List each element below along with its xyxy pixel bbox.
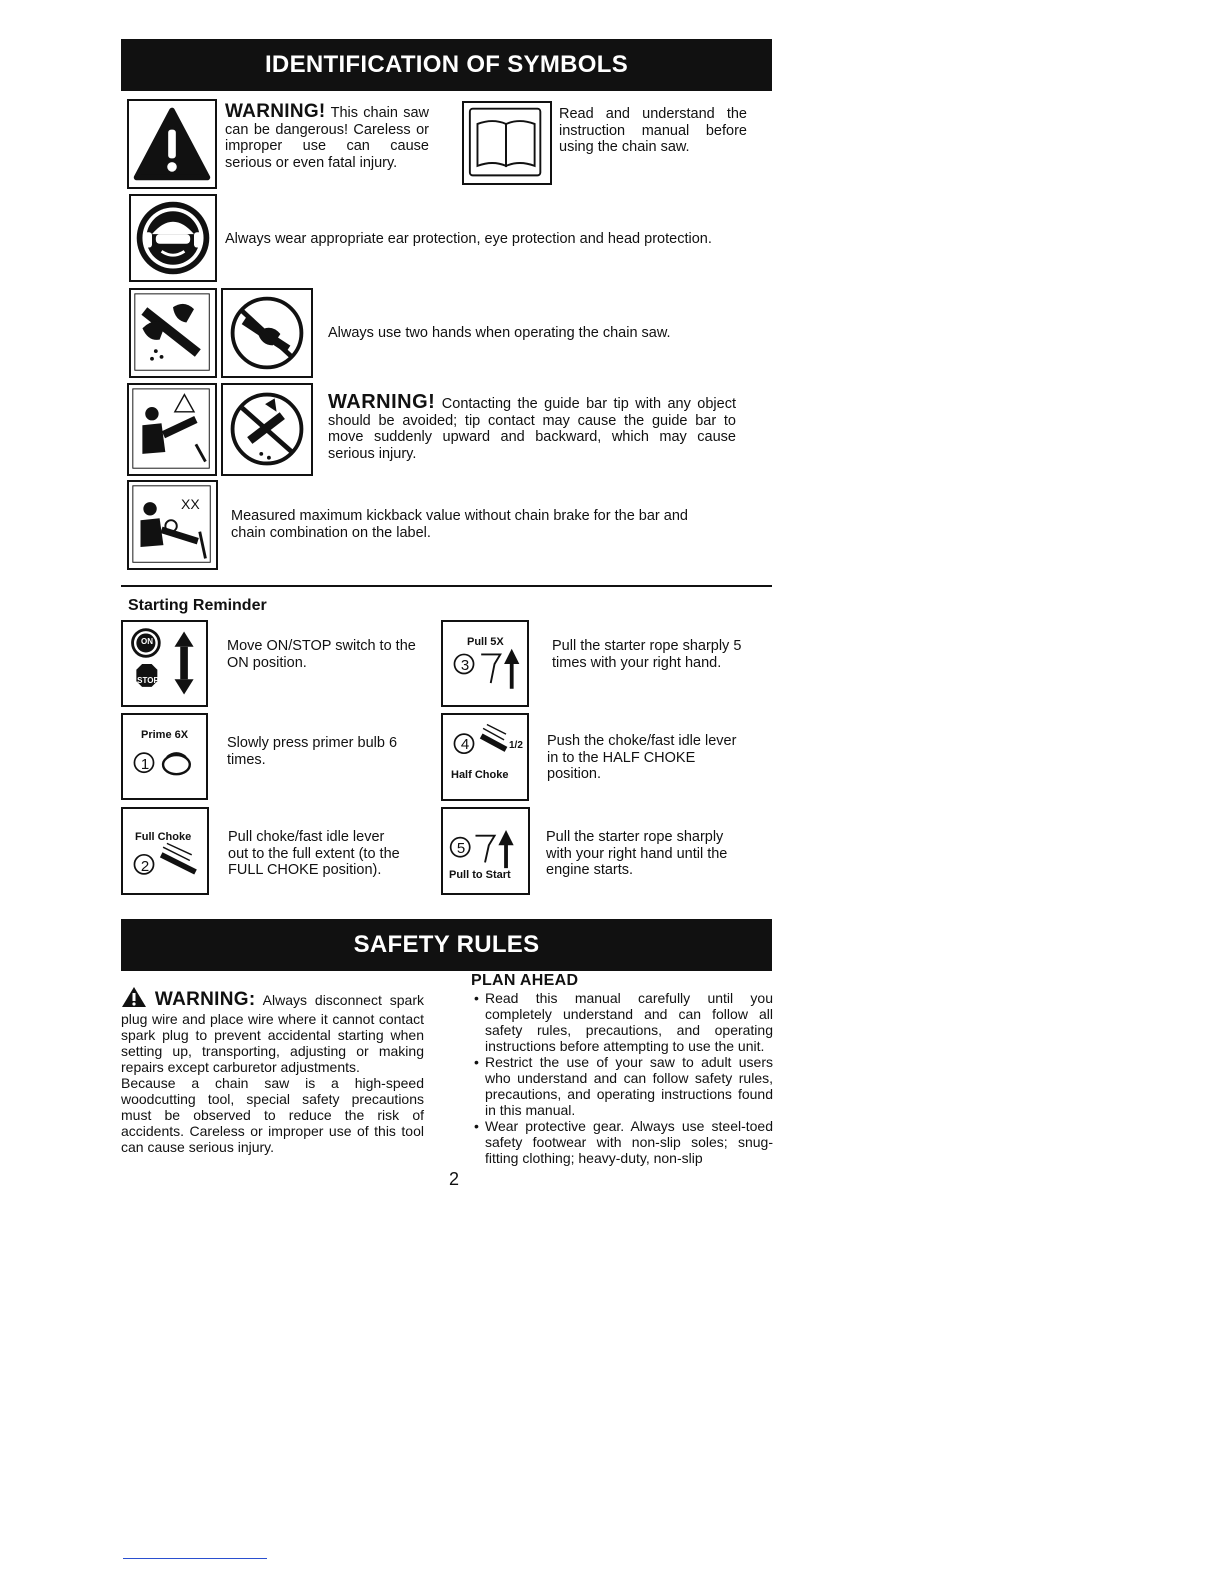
- header-safety-rules: SAFETY RULES: [121, 919, 772, 971]
- half-fraction: 1/2: [509, 740, 523, 751]
- step-number: 5: [456, 840, 466, 857]
- two-hands-saw-icon: [129, 288, 217, 378]
- starting-reminder-title: Starting Reminder: [128, 597, 267, 614]
- kickback-warning-text: WARNING! Contacting the guide bar tip with any object should be avoided; tip contact may cause the guide bar to move suddenly upward and backward, which may cause serious injury.: [328, 391, 736, 462]
- safety-warning-block: [121, 986, 424, 1155]
- kickback-tip-icon: [221, 383, 313, 476]
- pull-to-start-text: Pull the starter rope sharply with your right hand until the engine starts.: [546, 829, 728, 878]
- half-choke-icon: 4 1/2 Half Choke: [441, 713, 529, 801]
- kickback-xx-label: XX: [181, 496, 200, 512]
- step-number: 2: [140, 858, 150, 875]
- kickback-person-icon: [127, 383, 217, 476]
- page-number: 2: [449, 1169, 460, 1189]
- plan-ahead-title: PLAN AHEAD: [471, 972, 579, 989]
- safety-paragraph: Because a chain saw is a high-speed woodcutting tool, special safety precautions must be observed to reduce the risk of accidents. Careless or improper use of this tool can cause serious injury.: [121, 1075, 424, 1155]
- switch-text: Move ON/STOP switch to the ON position.: [227, 638, 416, 671]
- step-number: 1: [140, 756, 150, 773]
- stop-label: STOP: [137, 676, 159, 685]
- kickback-warning-word: WARNING!: [328, 391, 436, 413]
- protection-symbol-text: Always wear appropriate ear protection, eye protection and head protection.: [225, 231, 712, 247]
- half-choke-text: Push the choke/fast idle lever in to the HALF CHOKE position.: [547, 733, 737, 782]
- step-number: 3: [460, 657, 470, 674]
- section-divider: [121, 585, 772, 587]
- pull-5x-text: Pull the starter rope sharply 5 times with your right hand.: [552, 638, 742, 671]
- footer-line: [123, 1558, 267, 1559]
- warning-triangle-small-icon: [121, 986, 147, 1011]
- safety-warning-word: WARNING:: [154, 989, 256, 1010]
- safety-warning-text: Always disconnect spark plug wire and place wire where it cannot contact spark plug to prevent accidental starting when setting up, transporting, adjusting or making repairs except carburetor adjustments.: [121, 992, 424, 1075]
- on-stop-switch-icon: [121, 620, 208, 707]
- two-hands-text: Always use two hands when operating the chain saw.: [328, 325, 671, 341]
- no-one-hand-icon: [221, 288, 313, 378]
- kickback-value-text: Measured maximum kickback value without chain brake for the bar and chain combination on the label.: [231, 508, 688, 541]
- full-choke-icon: Full Choke 2: [121, 807, 209, 895]
- list-item: • Read this manual carefully until you completely understand and can follow all safety rules, precautions, and operating instructions before attempting to use the unit.: [471, 990, 773, 1054]
- list-item: • Wear protective gear. Always use steel-toed safety footwear with non-slip soles; snug-fitting clothing; heavy-duty, non-slip: [471, 1118, 773, 1166]
- list-item: • Restrict the use of your saw to adult users who understand and can follow safety rules, precautions, and operating instructions found in this manual.: [471, 1054, 773, 1118]
- warning-word: WARNING!: [225, 101, 326, 122]
- warning-symbol-text: WARNING! This chain saw can be dangerous! Careless or improper use can cause serious or even fatal injury.: [225, 101, 429, 171]
- header-identification: IDENTIFICATION OF SYMBOLS: [121, 39, 772, 91]
- head-protection-icon: [129, 194, 217, 282]
- plan-ahead-list: [471, 990, 773, 1166]
- primer-bulb-icon: Prime 6X 1: [121, 713, 208, 800]
- plan-ahead-block: [471, 972, 773, 1166]
- pull-to-start-icon: 5 Pull to Start: [441, 807, 530, 895]
- prime-text: Slowly press primer bulb 6 times.: [227, 735, 398, 768]
- full-choke-text: Pull choke/fast idle lever out to the full extent (to the FULL CHOKE position).: [228, 829, 400, 878]
- warning-triangle-icon: [127, 99, 217, 189]
- step-number: 4: [460, 736, 470, 753]
- pull-5x-icon: Pull 5X 3: [441, 620, 529, 707]
- on-label: ON: [141, 637, 153, 646]
- kickback-value-icon: [127, 480, 218, 570]
- instruction-manual-icon: [462, 101, 552, 185]
- manual-symbol-text: Read and understand the instruction manual before using the chain saw.: [559, 106, 747, 155]
